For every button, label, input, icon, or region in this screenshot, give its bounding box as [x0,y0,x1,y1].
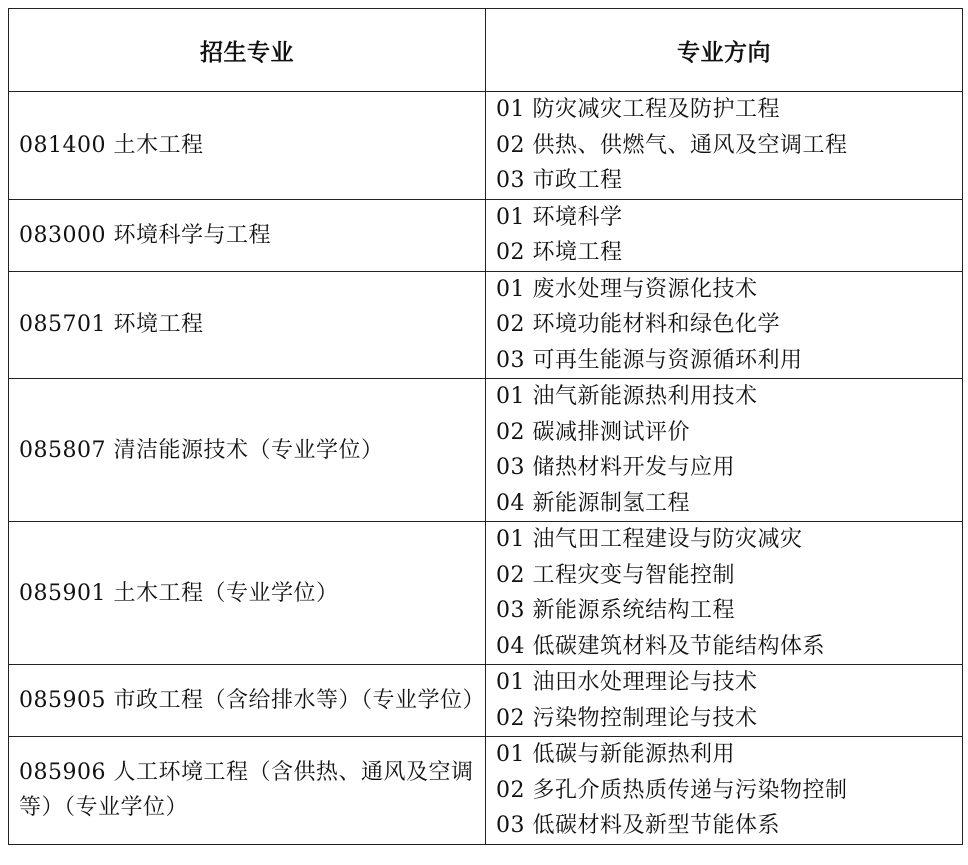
direction-item: 02 多孔介质热质传递与污染物控制 [496,777,848,803]
major-cell: 085905 市政工程（含给排水等）（专业学位） [9,665,486,737]
major-cell: 085906 人工环境工程（含供热、通风及空调等）（专业学位） [9,737,486,845]
directions-cell [486,92,963,200]
enrollment-table [8,8,963,845]
major-cell: 083000 环境科学与工程 [9,199,486,271]
direction-item: 01 油气新能源热利用技术 [496,384,758,409]
direction-item: 02 供热、供燃气、通风及空调工程 [496,132,848,158]
direction-item: 03 储热材料开发与应用 [496,455,735,480]
table-row [9,379,963,522]
direction-item: 04 低碳建筑材料及节能结构体系 [496,633,825,659]
directions-cell [486,737,963,845]
table-row [9,737,963,845]
directions-cell [486,271,963,379]
table-row [9,522,963,665]
directions-cell [486,522,963,665]
major-cell: 085901 土木工程（专业学位） [9,522,486,665]
major-cell: 085701 环境工程 [9,271,486,379]
direction-item: 02 碳减排测试评价 [496,419,690,445]
major-cell: 085807 清洁能源技术（专业学位） [9,379,486,522]
direction-item: 02 污染物控制理论与技术 [496,705,758,731]
major-cell: 081400 土木工程 [9,92,486,200]
direction-item: 01 低碳与新能源热利用 [496,742,735,767]
table-row [9,199,963,271]
direction-item: 02 工程灾变与智能控制 [496,562,735,588]
direction-item: 01 废水处理与资源化技术 [496,276,758,302]
header-row [9,9,963,92]
direction-item: 02 环境工程 [496,240,623,265]
direction-item: 04 新能源制氢工程 [496,490,690,516]
directions-cell [486,665,963,737]
header-major: 招生专业 [9,9,486,92]
directions-cell [486,379,963,522]
table-row [9,665,963,737]
direction-item: 03 市政工程 [496,168,623,193]
direction-item: 01 防灾减灾工程及防护工程 [496,97,780,122]
direction-item: 01 环境科学 [496,204,623,230]
table-row [9,271,963,379]
direction-item: 01 油气田工程建设与防灾减灾 [496,527,803,552]
direction-item: 03 可再生能源与资源循环利用 [496,347,803,373]
directions-cell [486,199,963,271]
direction-item: 03 新能源系统结构工程 [496,598,735,623]
header-direction: 专业方向 [486,9,963,92]
direction-item: 02 环境功能材料和绿色化学 [496,312,780,337]
direction-item: 03 低碳材料及新型节能体系 [496,813,780,838]
table-row [9,92,963,200]
direction-item: 01 油田水处理理论与技术 [496,670,758,695]
